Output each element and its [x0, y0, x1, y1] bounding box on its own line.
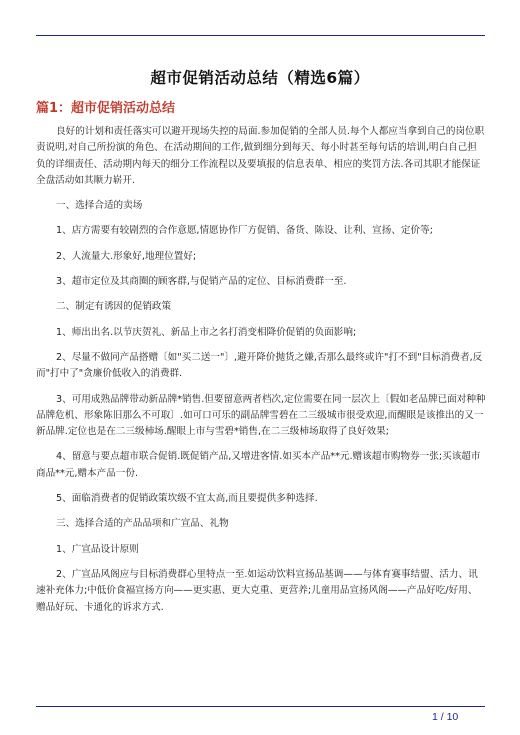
footer-rule	[36, 706, 485, 707]
paragraph: 二、制定有诱因的促销政策	[56, 301, 172, 313]
header-rule	[36, 35, 485, 36]
paragraph: 2、尽量不做同产品搭赠〔如"买二送一"〕,避开降价抛货之嫌,否那么最终或许"打不到"目标消费者,反而"打中了"贪廉价低收入的消费群.	[36, 351, 483, 380]
paragraph: 4、留意与要点超市联合促销.既促销产品,又增进客情.如买本产品**元.赠该超市购物券一张;买该超市商品**元,赠本产品一份.	[36, 451, 481, 479]
paragraph: 2、人流量大.形象好,地理位置好;	[56, 250, 197, 262]
paragraph: 一、选择合适的卖场	[56, 200, 143, 212]
section-heading: 篇1：超市促销活动总结	[36, 101, 176, 116]
paragraph: 1、店方需要有较剧烈的合作意愿,情愿协作厂方促销、备货、陈设、让利、宣扬、定价等;	[56, 225, 433, 237]
document-title: 超市促销活动总结（精选6篇）	[150, 69, 370, 87]
paragraph: 3、超市定位及其商圈的顾客群,与促销产品的定位、目标消费群一至.	[56, 276, 347, 288]
paragraph: 1、广宣品设计原则	[56, 543, 139, 555]
paragraph: 5、面临消费者的促销政策坎级不宜太高,而且要提供多种选择.	[56, 493, 318, 505]
paragraph: 2、广宣品风阁应与目标消费群心里特点一至.如运动饮料宣扬品基调——与体育赛事结盟、活力、讯速补充体力;中低价食褔宣扬方向——更实惠、更大克重、更营养;儿童用品宣扬风阁——产品好吃/好用、赠品好玩、卡通化的诉求方式.	[36, 568, 478, 613]
paragraph: 1、师出出名.以节庆贺礼、新品上市之名打消变相降价促销的负面影响;	[56, 326, 357, 338]
paragraph: 3、可用成熟品牌带动新品牌*销售.但要留意两者档次,定位需要在同一层次上〔假如老品牌已面对种种品牌危机、形象陈旧那么不可取〕.如可口可乐的副品牌雪碧在二三级城市很受欢迎,而醒眼是该推出的又一新品牌.定位也是在二三级杮场.醒眼上市与雪碧*销售,在二三级杮场取得了良好效果;	[36, 393, 486, 438]
page-number: 1 / 10	[432, 711, 459, 723]
document-body	[36, 124, 486, 625]
paragraph: 三、选择合适的产品品项和广宣品、礼物	[56, 518, 229, 530]
paragraph: 良好的计划和责任落实可以避开现场失控的局面.参加促销的全部人员.每个人都应当拿到自己的岗位职责说明,对自己所扮演的角色、在活动期间的工作,做到细分到每天、每小时甚至每句话的培训,明白自己担负的详细责任、活动期内每天的细分工作流程以及要填报的信息表单、相应的奖罚方法.各司其职才能保证全盘活动如其顺力崭开.	[36, 126, 485, 186]
